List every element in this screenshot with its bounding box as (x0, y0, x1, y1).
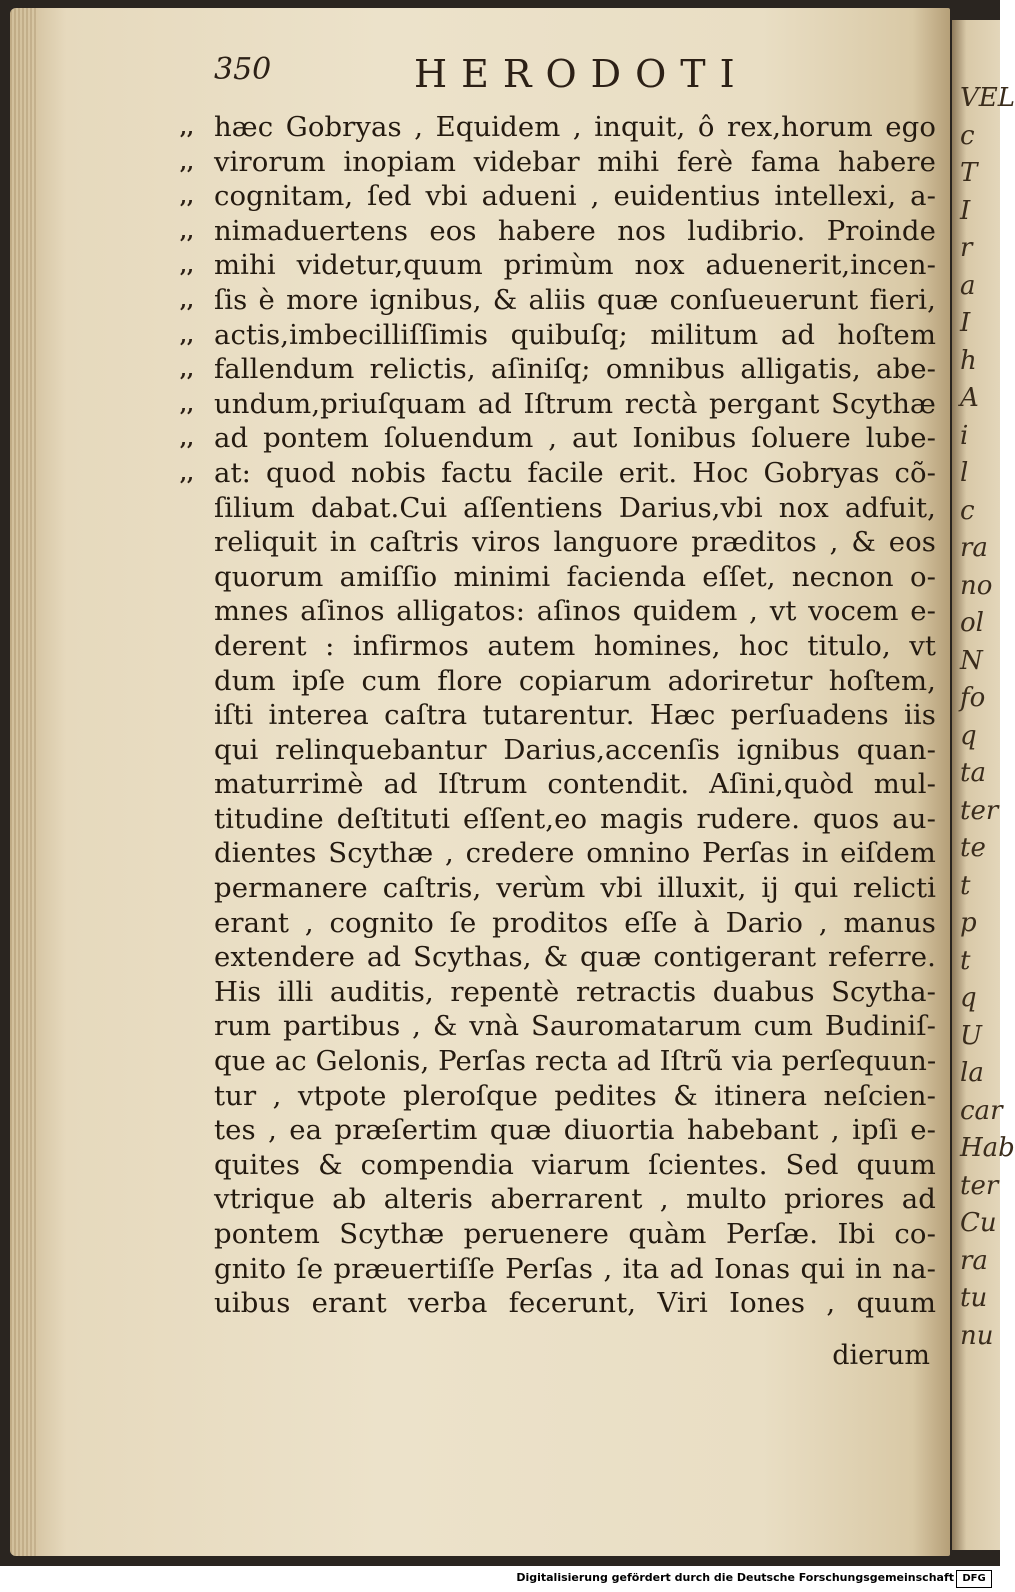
facing-page-glyph: c (960, 495, 975, 526)
facing-page-glyph: T (960, 158, 978, 188)
text-line: ſilium dabat.Cui aſſentiens Darius,vbi nox adfuit, (214, 491, 936, 524)
facing-page-glyph: ol (960, 608, 984, 638)
facing-page-glyph: car (960, 1095, 1003, 1126)
facing-page-glyph: a (960, 270, 976, 301)
text-line: rum partibus , & vnà Sauromatarum cum Budiniſ- (214, 1010, 936, 1043)
text-line: nimaduertens eos habere nos ludibrio. Proinde (214, 214, 936, 247)
facing-page-glyph: t (960, 870, 971, 901)
facing-page-glyph: t (960, 945, 971, 976)
text-line: virorum inopiam videbar mihi ferè fama habere (214, 145, 936, 178)
facing-page-glyph: q (960, 983, 977, 1013)
dfg-logo: DFG (956, 1570, 992, 1588)
facing-page-glyph: ter (960, 1170, 999, 1201)
quotation-marks-column (180, 110, 216, 491)
facing-page-glyph: ta (960, 758, 986, 788)
quote-mark: ,, (180, 115, 194, 139)
text-line: mnes aſinos alligatos: aſinos quidem , vt vocem e- (214, 595, 936, 628)
text-line: tur , vtpote pleroſque pedites & itinera neſcien- (214, 1079, 936, 1112)
running-head (214, 52, 934, 96)
facing-page-glyph: i (960, 420, 969, 451)
facing-page-glyph: Cu (960, 1208, 997, 1238)
text-line: tes , ea præſertim quæ diuortia habebant , ipſi e- (214, 1114, 936, 1147)
facing-page-glyph: Hab (960, 1133, 1015, 1163)
text-line: His illi auditis, repentè retractis duabus Scytha- (214, 975, 936, 1008)
text-line: iſti interea caſtra tutarentur. Hæc perſuadens iis (214, 699, 936, 732)
quote-mark: ,, (180, 426, 194, 451)
text-line: at: quod nobis factu facile erit. Hoc Gobryas cõ- (214, 456, 936, 489)
facing-page-glyph: A (960, 383, 979, 413)
facing-page-glyph: p (960, 908, 977, 938)
facing-page-glyph: I (960, 308, 971, 338)
facing-page-glyph: ra (960, 533, 988, 563)
facing-page-glyph: fo (960, 683, 986, 713)
facing-page-glyph: ra (960, 1245, 988, 1276)
quote-mark: ,, (180, 357, 194, 382)
text-line: cognitam, ſed vbi adueni , euidentius intellexi, a- (214, 180, 936, 213)
text-line: derent : infirmos autem homines, hoc titulo, vt (214, 629, 936, 662)
facing-page-glyph: nu (960, 1320, 994, 1351)
text-line: mihi videtur,quum primùm nox aduenerit,incen- (214, 249, 936, 282)
page-number: 350 (214, 52, 272, 87)
text-line: ad pontem ſoluendum , aut Ionibus ſoluere lube- (214, 422, 936, 455)
facing-page-glyph: ter (960, 795, 999, 826)
facing-page-glyph: VEL (960, 83, 1015, 113)
facing-page-glyph: q (960, 720, 977, 751)
text-line: extendere ad Scythas, & quæ contigerant referre. (214, 941, 936, 974)
text-line: quites & compendia viarum ſcientes. Sed quum (214, 1148, 936, 1181)
text-line: undum,priuſquam ad Iſtrum rectà pergant Scythæ (214, 387, 936, 420)
text-line: reliquit in caſtris viros languore præditos , & eos (214, 526, 936, 559)
text-line: fallendum relictis, aſiniſq; omnibus alligatis, abe- (214, 353, 936, 386)
facing-page-edge (952, 20, 1015, 1550)
facing-page-glyph: N (960, 645, 983, 676)
text-line: actis,imbecilliſſimis quibuſq; militum ad hoſtem (214, 318, 936, 351)
quote-mark: ,, (180, 218, 194, 243)
text-line: titudine deſtituti eſſent,eo magis rudere. quos au- (214, 802, 936, 835)
text-line: vtrique ab alteris aberrarent , multo priores ad (214, 1183, 936, 1216)
funding-credit: Digitalisierung gefördert durch die Deutsche Forschungsgemeinschaft (516, 1571, 954, 1584)
facing-page-glyph: c (960, 120, 975, 151)
facing-page-glyph: la (960, 1058, 984, 1088)
quote-mark: ,, (180, 149, 194, 174)
text-line: ſis è more ignibus, & aliis quæ conſueuerunt fieri, (214, 283, 936, 316)
header-title: HERODOTI (414, 52, 749, 96)
facing-page-glyph: I (960, 195, 971, 226)
text-line: maturrimè ad Iſtrum contendit. Aſini,quòd mul- (214, 768, 936, 801)
facing-page-glyph: h (960, 345, 977, 376)
body-text (214, 110, 936, 1321)
text-line: gnito ſe præuertiſſe Perſas , ita ad Ionas qui in na- (214, 1252, 936, 1285)
text-line: pontem Scythæ peruenere quàm Perſæ. Ibi co- (214, 1218, 936, 1250)
digitization-footer (0, 1566, 1000, 1592)
quote-mark: ,, (180, 287, 194, 312)
text-line: que ac Gelonis, Perſas recta ad Iſtrũ via perſequun- (214, 1045, 937, 1078)
facing-page-glyph: l (960, 458, 969, 488)
text-line: uibus erant verba fecerunt, Viri Iones , quum (214, 1287, 936, 1320)
quote-mark: ,, (180, 253, 194, 278)
text-line: erant , cognito ſe proditos eſſe à Dario , manus (214, 906, 936, 939)
text-line: qui relinquebantur Darius,accenſis ignibus quan- (214, 733, 936, 766)
text-line: dum ipſe cum flore copiarum adoriretur hoſtem, (214, 664, 936, 697)
text-line: quorum amiſſio minimi facienda eſſet, necnon o- (214, 560, 936, 593)
quote-mark: ,, (180, 184, 194, 209)
text-line: permanere caſtris, verùm vbi illuxit, ij qui relicti (214, 872, 936, 905)
facing-page-glyph: U (960, 1020, 982, 1051)
text-line: hæc Gobryas , Equidem , inquit, ô rex,horum ego (214, 111, 936, 143)
text-line: dientes Scythæ , credere omnino Perſas in eiſdem (214, 837, 936, 870)
facing-page-glyph: no (960, 570, 993, 601)
facing-page-glyph: r (960, 233, 973, 263)
quote-mark: ,, (180, 322, 194, 347)
facing-page-glyphs (960, 80, 1015, 1355)
facing-page-glyph: te (960, 833, 986, 863)
facing-page-glyph: tu (960, 1283, 988, 1313)
catchword: dierum (832, 1340, 930, 1371)
quote-mark: ,, (180, 391, 194, 416)
quote-mark: ,, (180, 460, 194, 485)
